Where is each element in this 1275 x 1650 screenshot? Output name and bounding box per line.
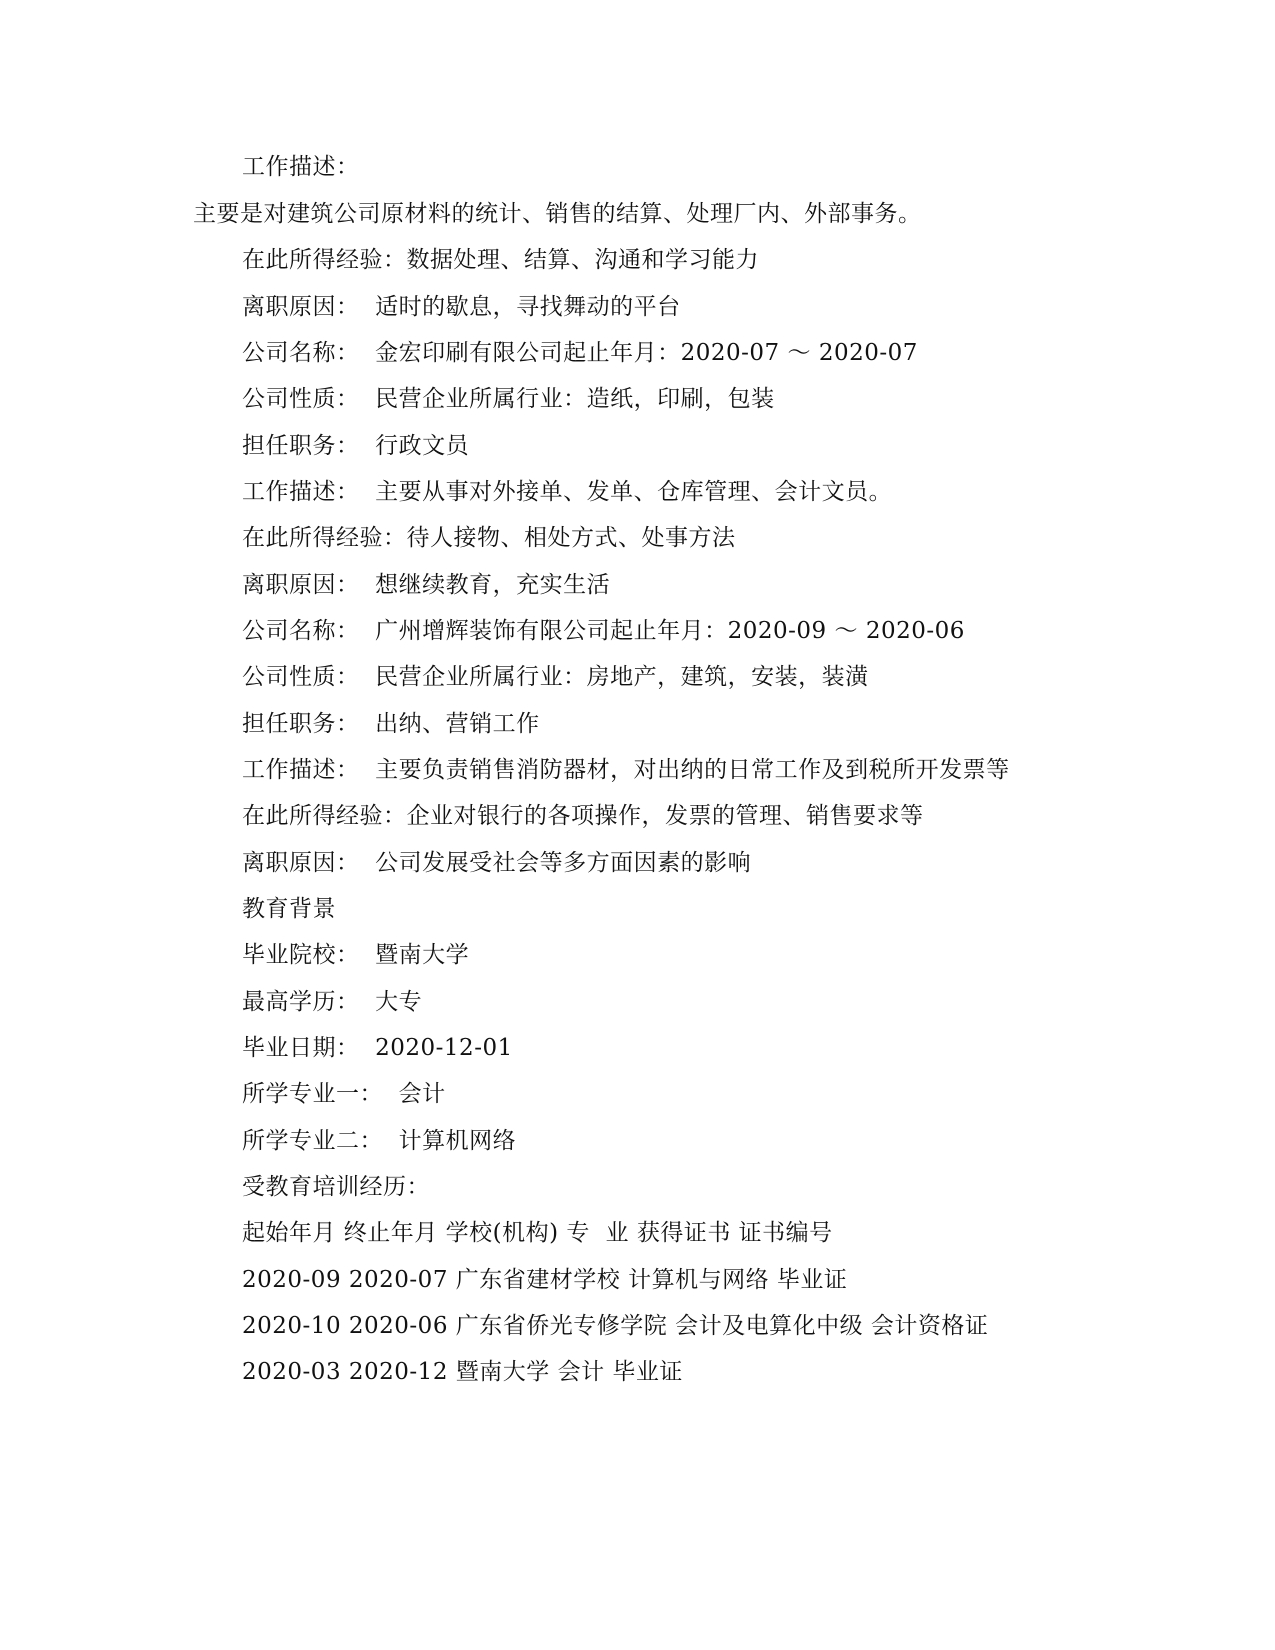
text-line: 受教育培训经历： xyxy=(242,1174,430,1200)
text-line: 工作描述： xyxy=(242,154,360,180)
table-header-line: 起始年月 终止年月 学校(机构) 专 业 获得证书 证书编号 xyxy=(242,1220,833,1246)
text-line: 在此所得经验：企业对银行的各项操作，发票的管理、销售要求等 xyxy=(242,803,924,829)
text-line: 毕业院校： 暨南大学 xyxy=(242,942,470,968)
text-line: 工作描述： 主要从事对外接单、发单、仓库管理、会计文员。 xyxy=(242,479,893,505)
table-row-line: 2020-10 2020-06 广东省侨光专修学院 会计及电算化中级 会计资格证 xyxy=(242,1313,989,1339)
text-line: 公司名称： 广州增辉装饰有限公司起止年月：2020-09 ～ 2020-06 xyxy=(242,618,965,644)
text-line: 主要是对建筑公司原材料的统计、销售的结算、处理厂内、外部事务。 xyxy=(193,201,922,227)
text-line: 担任职务： 出纳、营销工作 xyxy=(242,711,540,737)
table-row-line: 2020-09 2020-07 广东省建材学校 计算机与网络 毕业证 xyxy=(242,1267,848,1293)
text-line: 离职原因： 公司发展受社会等多方面因素的影响 xyxy=(242,850,752,876)
text-line: 离职原因： 适时的歇息，寻找舞动的平台 xyxy=(242,294,681,320)
text-line: 公司性质： 民营企业所属行业：造纸，印刷，包装 xyxy=(242,386,775,412)
text-line: 在此所得经验：待人接物、相处方式、处事方法 xyxy=(242,525,736,551)
text-line: 在此所得经验：数据处理、结算、沟通和学习能力 xyxy=(242,247,759,273)
text-line: 所学专业一： 会计 xyxy=(242,1081,446,1107)
text-line: 所学专业二： 计算机网络 xyxy=(242,1128,517,1154)
text-line: 公司名称： 金宏印刷有限公司起止年月：2020-07 ～ 2020-07 xyxy=(242,340,918,366)
text-line: 离职原因： 想继续教育，充实生活 xyxy=(242,572,611,598)
text-line: 最高学历： 大专 xyxy=(242,989,423,1015)
text-line: 担任职务： 行政文员 xyxy=(242,433,470,459)
section-heading: 教育背景 xyxy=(242,896,336,922)
text-line: 公司性质： 民营企业所属行业：房地产，建筑，安装，装潢 xyxy=(242,664,869,690)
text-line: 工作描述： 主要负责销售消防器材，对出纳的日常工作及到税所开发票等 xyxy=(242,757,1010,783)
table-row-line: 2020-03 2020-12 暨南大学 会计 毕业证 xyxy=(242,1359,683,1385)
text-line: 毕业日期： 2020-12-01 xyxy=(242,1035,513,1061)
